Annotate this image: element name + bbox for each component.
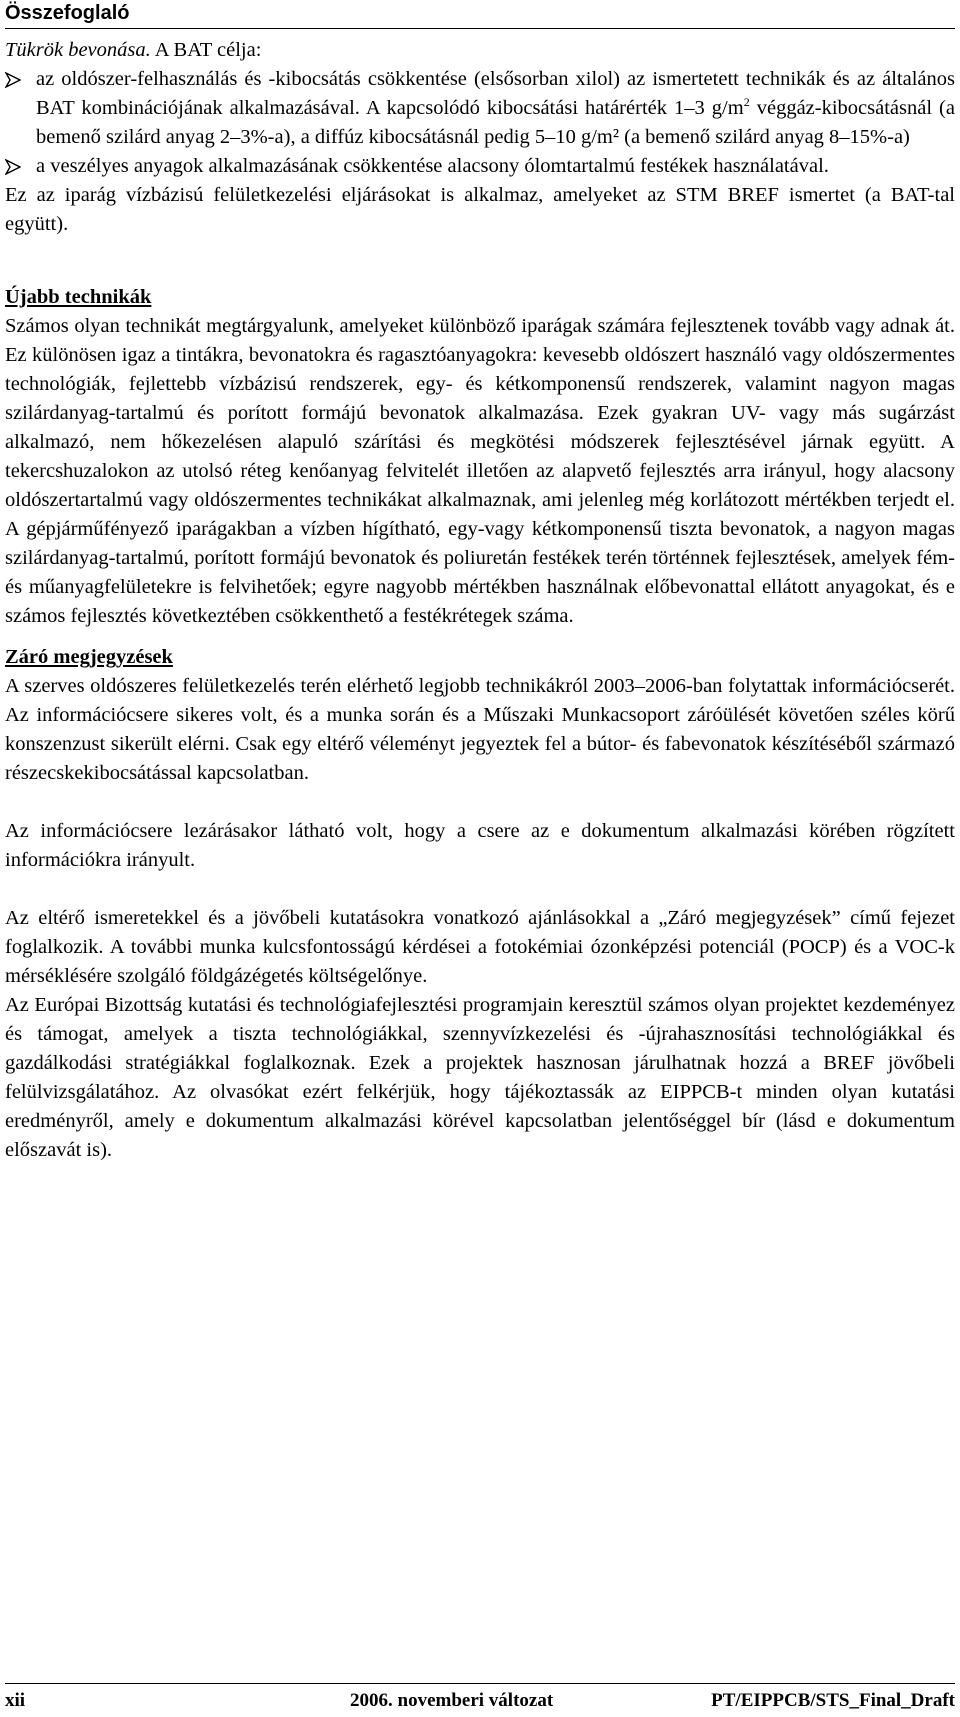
- document-version: 2006. novemberi változat: [350, 1690, 554, 1711]
- footer-divider: [5, 1683, 955, 1684]
- closing-paragraph-4: Az Európai Bizottság kutatási és technológiafejlesztési programjain keresztül számos olyan projektet kezdeményez és támogat, amelyek a tiszta technológiákkal, szennyvízkezelési és -újrahasznosítási technológiákkal és gazdálkodási stratégiákkal foglalkoznak. Ezek a projektek hasznosan járulhatnak hozzá a BREF jövőbeli felülvizsgálatához. Az olvasókat ezért felkérjük, hogy tájékoztassák az EIPPCB-t minden olyan kutatási eredményről, amely e dokumentum alkalmazási körével kapcsolatban jelentőséggel bír (lásd e dokumentum előszavát is).: [5, 994, 955, 1161]
- closing-paragraph-3: Az eltérő ismeretekkel és a jövőbeli kutatásokra vonatkozó ajánlásokkal a „Záró megjegyzések” című fejezet foglalkozik. A további munka kulcsfontosságú kérdései a fotokémiai ózonképzési potenciál (POCP) és a VOC-k mérséklésére szolgáló földgázégetés költségelőnye.: [5, 907, 955, 987]
- list-item: [5, 152, 955, 181]
- list-item: [5, 65, 955, 152]
- bullet-text-after: véggáz-kibocsátásnál (a bemenő szilárd anyag 2–3%-a), a diffúz kibocsátásnál pedig 5–10 g/m² (a bemenő szilárd anyag 8–15%-a): [36, 97, 955, 148]
- main-content: [5, 36, 955, 1165]
- arrow-bullet-icon: [5, 159, 21, 175]
- bullet-text: a veszélyes anyagok alkalmazásának csökkentése alacsony ólomtartalmú festékek használatával.: [36, 155, 829, 177]
- section-title-newer-techniques: Újabb technikák: [5, 286, 152, 308]
- document-id: PT/EIPPCB/STS_Final_Draft: [711, 1690, 955, 1711]
- newer-techniques-paragraph: Számos olyan technikát megtárgyalunk, amelyeket különböző iparágak számára fejlesztenek tovább vagy adnak át. Ez különösen igaz a tintákra, bevonatokra és ragasztóanyagokra: kevesebb oldószert használó vagy oldószermentes technológiák, fejlettebb vízbázisú rendszerek, egy- és kétkomponensű rendszerek, valamint nagyon magas szilárdanyag-tartalmú és porított formájú bevonatok alkalmazása. Ezek gyakran UV- vagy más sugárzást alkalmazó, nem hőkezelésen alapuló szárítási és megkötési módszerek fejlesztésével járnak együtt. A tekercshuzalokon az utolsó réteg kenőanyag felvitelét illetően az alapvető fejlesztés arra irányul, hogy alacsony oldószertartalmú vagy oldószermentes technikákat alkalmaznak, ami jelenleg még korlátozott mértékben terjedt el. A gépjárműfényező iparágakban a vízben hígítható, egy-vagy kétkomponensű tiszta bevonatok, a nagyon magas szilárdanyag-tartalmú, porított formájú bevonatok és poliuretán festékek terén történnek fejlesztések, amelyek fém- és műanyagfelületekre is felvihetőek; egyre nagyobb mértékben használnak előbevonattal ellátott anyagokat, és e számos fejlesztés következtében csökkenthető a festékrétegek száma.: [5, 315, 955, 627]
- page-number: xii: [5, 1690, 26, 1711]
- bullet-superscript: 2: [743, 95, 750, 110]
- intro-paragraph: [5, 36, 955, 65]
- header-divider: [5, 28, 955, 29]
- section-title-closing-remarks: Záró megjegyzések: [5, 646, 173, 668]
- page-title: Összefoglaló: [5, 2, 130, 24]
- intro-italic-lead: Tükrök bevonása.: [5, 39, 151, 61]
- closing-paragraph-2: Az információcsere lezárásakor látható volt, hogy a csere az e dokumentum alkalmazási körében rögzített információkra irányult.: [5, 820, 955, 871]
- bullet-text: az oldószer-felhasználás és -kibocsátás csökkentése (elsősorban xilol) az ismertetett technikák és az általános BAT kombinációjának alkalmazásával. A kapcsolódó kibocsátási határérték 1–3 g/m: [36, 68, 955, 119]
- bat-goals-list: [5, 65, 955, 181]
- industry-note: Ez az iparág vízbázisú felületkezelési eljárásokat is alkalmaz, amelyeket az STM BREF ismertet (a BAT-tal együtt).: [5, 184, 955, 235]
- arrow-bullet-icon: [5, 72, 21, 88]
- closing-paragraph-1: A szerves oldószeres felületkezelés terén elérhető legjobb technikákról 2003–2006-ban folytattak információcserét. Az információcsere sikeres volt, és a munka során és a Műszaki Munkacsoport záróülését követően széles körű konszenzust sikerült elérni. Csak egy eltérő véleményt jegyeztek fel a bútor- és fabevonatok készítéséből származó részecskekibocsátással kapcsolatban.: [5, 675, 955, 784]
- intro-text: A BAT célja:: [150, 39, 262, 61]
